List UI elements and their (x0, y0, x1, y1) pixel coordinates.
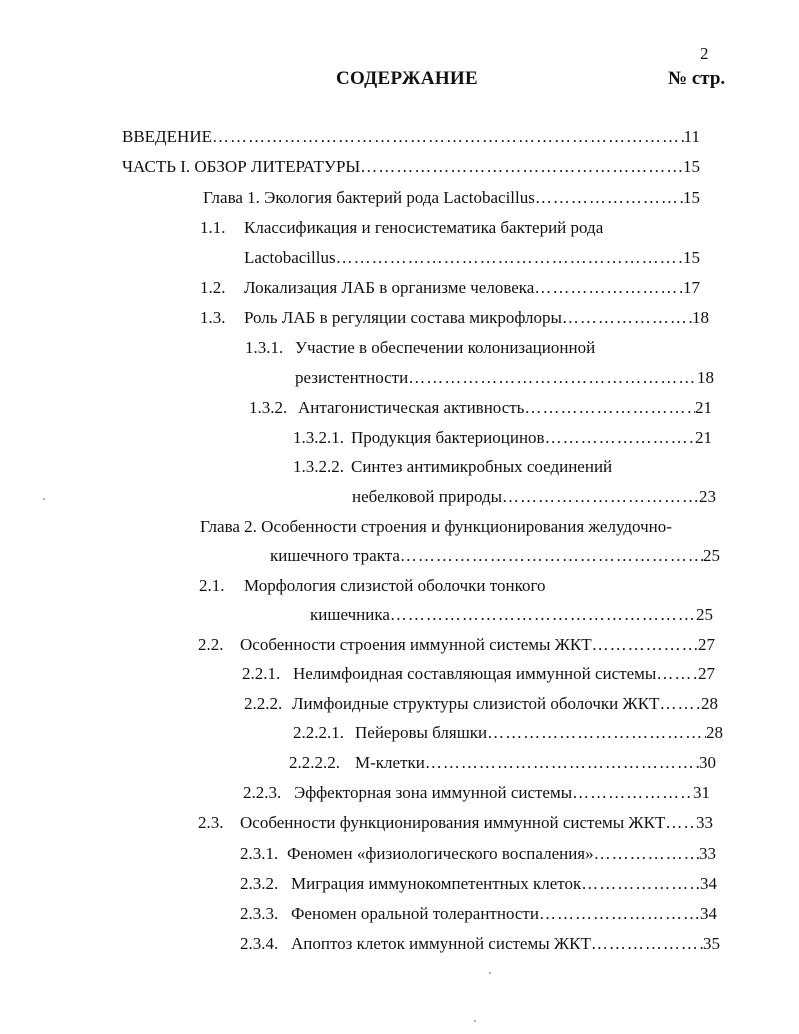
toc-entry-page: 28 (706, 723, 723, 742)
dot-leader (212, 126, 684, 148)
toc-entry-page: 18 (697, 368, 714, 387)
toc-entry-page: 28 (701, 694, 718, 713)
page-number: 2 (700, 44, 709, 63)
toc-entry-number: 2.3.2. (240, 874, 279, 893)
dot-leader (534, 277, 683, 299)
toc-entry (240, 903, 717, 925)
toc-entry-number: 2.2.2.2. (289, 753, 340, 772)
toc-entry-page: 15 (683, 157, 700, 176)
toc-entry-title: Роль ЛАБ в регуляции состава микрофлоры (244, 308, 562, 327)
toc-entry (240, 933, 720, 955)
dot-leader (524, 397, 695, 419)
toc-entry-title: Лимфоидные структуры слизистой оболочки ЖКТ (292, 694, 660, 713)
toc-entry-number: 1.3.2. (249, 398, 288, 417)
dot-leader (545, 427, 695, 449)
toc-entry-title: кишечного тракта (270, 546, 400, 565)
toc-entry (249, 397, 712, 419)
dot-leader (390, 604, 696, 626)
dot-leader (665, 812, 696, 834)
toc-entry-page: 35 (703, 934, 720, 953)
toc-entry (293, 427, 712, 449)
toc-entry (243, 782, 710, 804)
toc-entry (122, 126, 700, 148)
toc-entry-title: Особенности строения иммунной системы ЖКТ (240, 635, 592, 654)
toc-entry-number: 2.2.2.1. (293, 723, 344, 742)
dot-leader (562, 307, 692, 329)
toc-entry (198, 812, 713, 834)
scan-speck (474, 1020, 476, 1022)
toc-entry-title: Участие в обеспечении колонизационной (295, 338, 596, 357)
toc-entry-page: 30 (699, 753, 716, 772)
dot-leader (535, 187, 683, 209)
toc-entry (199, 575, 713, 597)
toc-entry-title: Пейеровы бляшки (355, 723, 488, 742)
page-title: СОДЕРЖАНИЕ (336, 68, 478, 89)
toc-entry-title: кишечника (310, 605, 390, 624)
toc-entry-title: Антагонистическая активность (298, 398, 525, 417)
toc-entry-title: Продукция бактериоцинов (351, 428, 545, 447)
toc-entry (240, 843, 716, 865)
toc-entry (289, 752, 716, 774)
dot-leader (360, 156, 683, 178)
toc-entry-title: Миграция иммунокомпетентных клеток (291, 874, 582, 893)
toc-entry-number: 2.3. (198, 813, 224, 832)
dot-leader (487, 722, 706, 744)
toc-entry-page: 18 (692, 308, 709, 327)
toc-entry-title: Апоптоз клеток иммунной системы ЖКТ (291, 934, 591, 953)
toc-entry (122, 156, 700, 178)
toc-entry (244, 247, 700, 269)
toc-entry-title: Особенности функционирования иммунной системы ЖКТ (240, 813, 666, 832)
toc-entry-number: 2.2. (198, 635, 224, 654)
scan-speck (489, 972, 491, 974)
toc-entry-number: 1.2. (200, 278, 226, 297)
dot-leader (592, 634, 698, 656)
toc-entry-title: Классификация и геносистематика бактерий рода (244, 218, 604, 237)
toc-entry-title: резистентности (295, 368, 409, 387)
dot-leader (656, 663, 698, 685)
dot-leader (408, 367, 697, 389)
toc-entry-number: 2.1. (199, 576, 225, 595)
toc-entry (310, 604, 713, 626)
page-column-header: № стр. (668, 68, 726, 89)
toc-entry (270, 545, 720, 567)
toc-entry-number: 2.2.1. (242, 664, 281, 683)
toc-entry-title: Феномен «физиологического воспаления» (287, 844, 594, 863)
toc-entry-title: Локализация ЛАБ в организме человека (244, 278, 535, 297)
toc-entry-title: ЧАСТЬ I. ОБЗОР ЛИТЕРАТУРЫ (122, 157, 361, 176)
toc-entry-page: 17 (683, 278, 700, 297)
toc-entry-page: 33 (699, 844, 716, 863)
toc-entry-page: 15 (683, 248, 700, 267)
toc-entry-title: Глава 1. Экология бактерий рода Lactobacillus (203, 188, 535, 207)
toc-entry-number: 2.2.2. (244, 694, 283, 713)
toc-entry-page: 27 (698, 664, 715, 683)
toc-entry (245, 337, 709, 359)
toc-entry-number: 2.3.3. (240, 904, 279, 923)
toc-entry (200, 217, 700, 239)
dot-leader (539, 903, 700, 925)
toc-entry-page: 15 (683, 188, 700, 207)
dot-leader (659, 693, 701, 715)
toc-entry-title: Эффекторная зона иммунной системы (294, 783, 573, 802)
dot-leader (591, 933, 703, 955)
toc-entry-page: 34 (700, 904, 717, 923)
toc-entry-number: 2.3.4. (240, 934, 279, 953)
dot-leader (336, 247, 683, 269)
toc-entry-page: 34 (700, 874, 717, 893)
toc-entry-title: Морфология слизистой оболочки тонкого (244, 576, 546, 595)
toc-entry-page: 31 (693, 783, 710, 802)
toc-entry-page: 27 (698, 635, 715, 654)
toc-entry-page: 21 (695, 398, 712, 417)
toc-entry-title: Lactobacillus (244, 248, 336, 267)
toc-entry-title: М-клетки (355, 753, 425, 772)
dot-leader (572, 782, 693, 804)
toc-entry (200, 277, 700, 299)
toc-entry-page: 25 (696, 605, 713, 624)
toc-entry (293, 722, 723, 744)
toc-entry-page: 21 (695, 428, 712, 447)
dot-leader (594, 843, 699, 865)
dot-leader (581, 873, 700, 895)
toc-entry-title: ВВЕДЕНИЕ (122, 127, 212, 146)
scan-speck (43, 498, 45, 500)
toc-entry-title: Феномен оральной толерантности (291, 904, 539, 923)
toc-entry-title: Синтез антимикробных соединений (351, 457, 613, 476)
toc-entry-title: Нелимфоидная составляющая иммунной системы (293, 664, 657, 683)
toc-entry (198, 634, 715, 656)
toc-entry-title: Глава 2. Особенности строения и функционирования желудочно- (200, 517, 672, 536)
toc-entry-number: 2.3.1. (240, 844, 279, 863)
toc-entry (240, 873, 717, 895)
toc-entry-number: 1.3. (200, 308, 226, 327)
toc-entry-number: 1.3.1. (245, 338, 284, 357)
toc-entry (352, 486, 716, 508)
dot-leader (400, 545, 703, 567)
dot-leader (425, 752, 699, 774)
toc-entry (200, 516, 720, 538)
toc-entry-page: 23 (699, 487, 716, 506)
toc-entry (293, 456, 712, 478)
toc-entry-number: 1.3.2.1. (293, 428, 344, 447)
toc-entry-page: 11 (683, 127, 700, 146)
toc-entry (242, 663, 715, 685)
toc-entry-title: небелковой природы (352, 487, 503, 506)
toc-entry (203, 187, 700, 209)
toc-entry-number: 1.1. (200, 218, 226, 237)
toc-entry (244, 693, 718, 715)
toc-entry (200, 307, 709, 329)
toc-entry-page: 33 (696, 813, 713, 832)
toc-entry-number: 2.2.3. (243, 783, 282, 802)
toc-entry (295, 367, 714, 389)
toc-entry-page: 25 (703, 546, 720, 565)
dot-leader (502, 486, 699, 508)
toc-entry-number: 1.3.2.2. (293, 457, 344, 476)
